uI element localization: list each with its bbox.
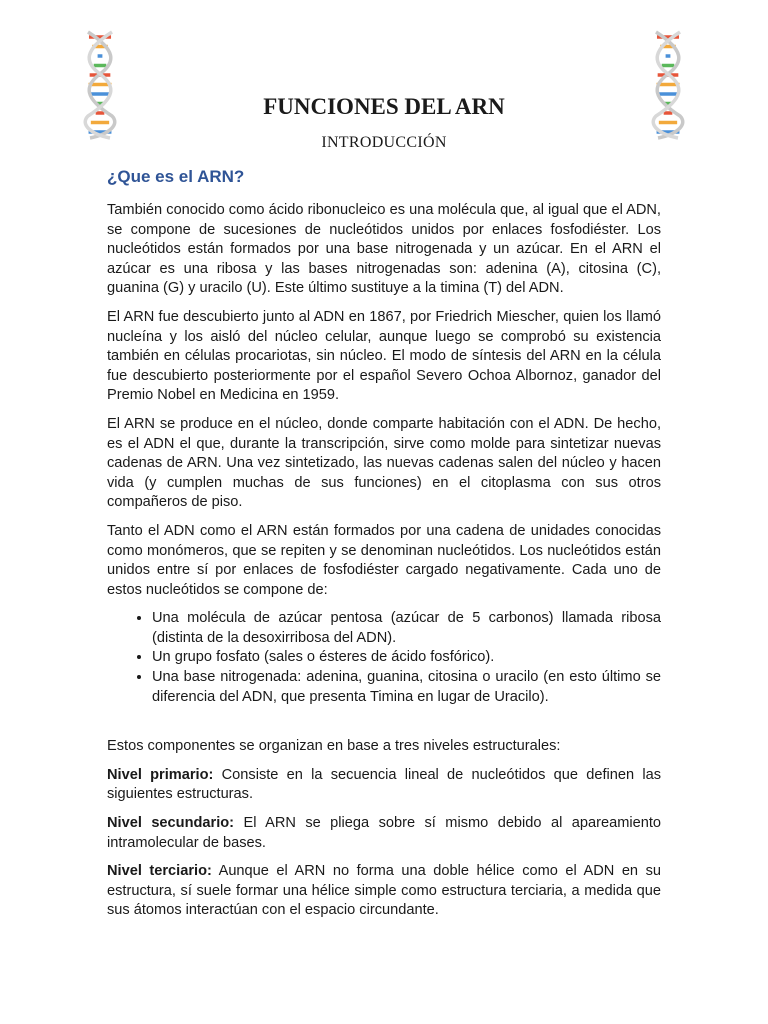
level-term: Nivel secundario: [107, 815, 235, 832]
list-item: • Una molécula de azúcar pentosa (azúcar de 5 carbonos) llamada ribosa (distinta de la desoxirribosa del ADN). [152, 609, 661, 648]
list-item: • Un grupo fosfato (sales o ésteres de ácido fosfórico). [152, 648, 661, 668]
level-text: Aunque el ARN no forma una doble hélice como el ADN en su estructura, sí suele formar una hélice simple como estructura terciaria, a medida que sus átomos interactúan con el espacio circundante. [107, 863, 661, 919]
level-text: Consiste en la secuencia lineal de nucleótidos que definen las siguientes estructuras. [107, 766, 662, 803]
paragraph: El ARN fue descubierto junto al ADN en 1867, por Friedrich Miescher, quien los llamó nucleína y los aisló del núcleo celular, aunque luego se comprobó su existencia también en células procariotas, sin núcleo. El modo de síntesis del ARN en la célula fue descubierto posteriormente por el español Severo Ochoa Albornoz, ganador del Premio Nobel en Medicina en 1959. [107, 308, 661, 404]
paragraph: También conocido como ácido ribonucleico es una molécula que, al igual que el ADN, se compone de sucesiones de nucleótidos unidos por enlaces fosfodiéster. Los nucleótidos están formados por una base nitrogenada y un azúcar. En el ARN el azúcar es una ribosa y las bases nitrogenadas son: adenina (A), citosina (C), guanina (G) y uracilo (U). Este último sustituye a la timina (T) del ADN. [107, 202, 661, 297]
dna-helix-icon [80, 28, 120, 140]
level-term: Nivel primario: [107, 766, 214, 783]
bullet-list [107, 609, 661, 707]
page-title: FUNCIONES DEL ARN [263, 94, 505, 119]
section-heading: ¿Que es el ARN? [107, 167, 245, 186]
level-item [107, 862, 661, 921]
level-text: El ARN se pliega sobre sí mismo debido al apareamiento intramolecular de bases. [107, 815, 661, 851]
paragraph: Tanto el ADN como el ARN están formados por una cadena de unidades conocidas como monómeros, que se repiten y se denominan nucleótidos. Los nucleótidos están unidos entre sí por enlaces de fosfodiéster cargado negativamente. Cada uno de estos nucleótidos se compone de: [107, 522, 661, 598]
dna-helix-icon [648, 28, 688, 140]
document-body [107, 166, 661, 930]
level-item [107, 766, 661, 805]
page-subtitle: INTRODUCCIÓN [321, 134, 447, 151]
list-item: • Una base nitrogenada: adenina, guanina, citosina o uracilo (en esto último se diferencia del ADN, que presenta Timina en lugar de Uracilo). [152, 668, 661, 707]
paragraph: El ARN se produce en el núcleo, donde comparte habitación con el ADN. De hecho, es el ADN el que, durante la transcripción, sirve como molde para sintetizar nuevas cadenas de ARN. Una vez sintetizado, las nuevas cadenas salen del núcleo y hacen vida (y cumplen muchas de sus funciones) en el citoplasma con sus otros compañeros de piso. [107, 415, 661, 511]
levels-intro: Estos componentes se organizan en base a tres niveles estructurales: [107, 738, 561, 755]
level-item [107, 814, 661, 853]
level-term: Nivel terciario: [107, 863, 212, 880]
